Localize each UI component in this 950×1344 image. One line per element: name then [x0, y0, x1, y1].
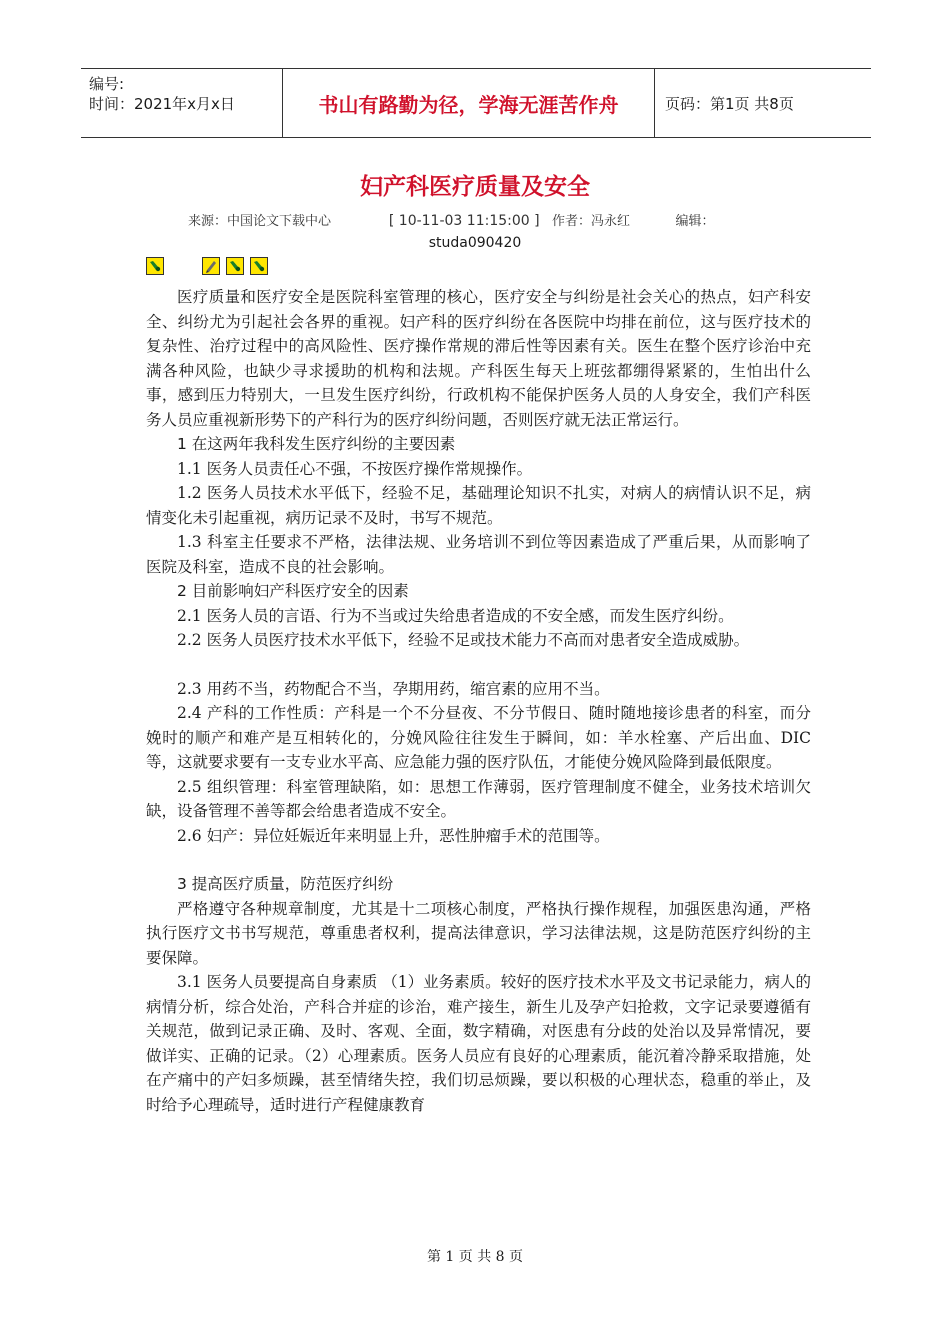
paragraph: 1.2 医务人员技术水平低下，经验不足，基础理论知识不扎实，对病人的病情认识不足，病情变化未引起重视，病历记录不及时，书写不规范。 [146, 484, 811, 527]
paragraph: 2.1 医务人员的言语、行为不当或过失给患者造成的不安全感，而发生医疗纠纷。 [177, 606, 734, 625]
section-heading: 3 提高医疗质量，防范医疗纠纷 [177, 875, 394, 893]
article-author: 作者：冯永红 [551, 214, 630, 229]
section-heading: 1 在这两年我科发生医疗纠纷的主要因素 [177, 435, 456, 453]
paragraph: 2.3 用药不当，药物配合不当，孕期用药，缩宫素的应用不当。 [177, 679, 610, 698]
motto: 书山有路勤为径，学海无涯苦作舟 [283, 69, 655, 137]
header-page-info: 页码：第1页 共8页 [665, 94, 794, 113]
speaker-icon[interactable] [146, 257, 164, 275]
speaker-icon[interactable] [226, 257, 244, 275]
article-meta [188, 210, 714, 229]
paragraph: 医疗质量和医疗安全是医院科室管理的核心，医疗安全与纠纷是社会关心的热点，妇产科安全、纠纷尤为引起社会各界的重视。妇产科的医疗纠纷在各医院中均排在前位，这与医疗技术的复杂性、治疗过程中的高风险性、医疗操作常规的滞后性等因素有关。医生在整个医疗诊治中充满各种风险，也缺少寻求援助的机构和法规。产科医生每天上班弦都绷得紧紧的，生怕出什么事，感到压力特别大，一旦发生医疗纠纷，行政机构不能保护医务人员的人身安全，我们产科医务人员应重视新形势下的产科行为的医疗纠纷问题，否则医疗就无法正常运行。 [146, 288, 811, 429]
speaker-icon[interactable] [250, 257, 268, 275]
paragraph: 1.3 科室主任要求不严格，法律法规、业务培训不到位等因素造成了严重后果，从而影响了医院及科室，造成不良的社会影响。 [146, 533, 811, 576]
article-editor: studa090420 [428, 235, 522, 251]
paragraph: 1.1 医务人员责任心不强，不按医疗操作常规操作。 [177, 459, 533, 478]
paragraph: 2.2 医务人员医疗技术水平低下，经验不足或技术能力不高而对患者安全造成威胁。 [177, 631, 750, 649]
article-title: 妇产科医疗质量及安全 [360, 173, 590, 200]
document-header [81, 68, 871, 138]
article-editor-label: 编辑： [675, 214, 715, 229]
section-heading: 2 目前影响妇产科医疗安全的因素 [177, 582, 409, 600]
number-label: 编号: [89, 75, 125, 93]
article-source: 来源：中国论文下载中心 [188, 214, 332, 229]
page-footer: 第 1 页 共 8 页 [426, 1249, 524, 1265]
paragraph: 2.5 组织管理：科室管理缺陷，如：思想工作薄弱，医疗管理制度不健全，业务技术培训欠缺，设备管理不善等都会给患者造成不安全。 [146, 777, 811, 820]
paragraph: 2.4 产科的工作性质：产科是一个不分昼夜、不分节假日、随时随地接诊患者的科室，而分娩时的顺产和难产是互相转化的，分娩风险往往发生于瞬间，如：羊水栓塞、产后出血、DIC等，这就要求要有一支专业水平高、应急能力强的医疗队伍，才能使分娩风险降到最低限度。 [146, 704, 811, 771]
paragraph: 3.1 医务人员要提高自身素质 （1）业务素质。较好的医疗技术水平及文书记录能力，病人的病情分析，综合处治，产科合并症的诊治，难产接生，新生儿及孕产妇抢救，文字记录要遵循有关规范，做到记录正确、及时、客观、全面，数字精确，对医患有分歧的处治以及异常情况，要做详实、正确的记录。（2）心理素质。医务人员应有良好的心理素质，能沉着冷静采取措施，处在产痛中的产妇多烦躁，甚至情绪失控，我们切忌烦躁，要以积极的心理状态，稳重的举止，及时给予心理疏导，适时进行产程健康教育 [146, 973, 811, 1114]
header-info-cell [81, 69, 283, 137]
article-timestamp: [ 10-11-03 11:15:00 ] [388, 213, 540, 229]
time-label: 时间：2021年x月x日 [89, 95, 235, 113]
paragraph: 严格遵守各种规章制度，尤其是十二项核心制度，严格执行操作规程，加强医患沟通，严格执行医疗文书书写规范，尊重患者权利，提高法律意识，学习法律法规，这是防范医疗纠纷的主要保障。 [146, 899, 811, 967]
paragraph: 2.6 妇产：异位妊娠近年来明显上升，恶性肿瘤手术的范围等。 [177, 826, 610, 845]
pencil-icon[interactable] [202, 257, 220, 275]
article-body [146, 285, 811, 1117]
